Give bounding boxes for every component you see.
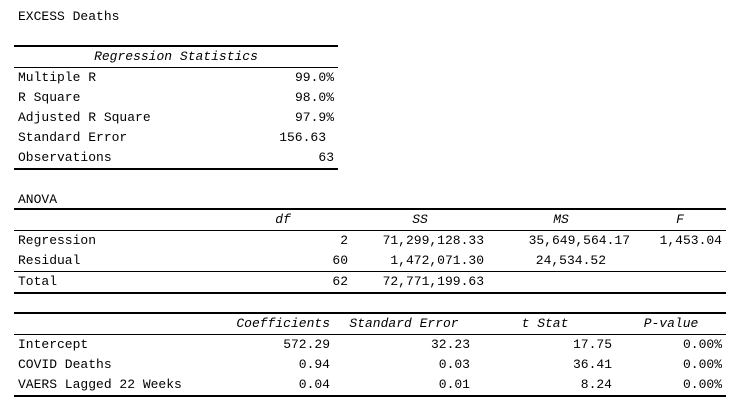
coef-value: 572.29 (283, 337, 330, 352)
anova-table (14, 208, 726, 294)
coef-header-t-stat: t Stat (521, 316, 569, 331)
stat-value: 99.0% (294, 70, 334, 85)
anova-ss: 72,771,199.63 (382, 274, 484, 289)
table-row (14, 68, 338, 89)
coef-se: 32.23 (430, 337, 470, 352)
anova-f (634, 272, 726, 294)
table-row (14, 272, 726, 294)
coef-label: COVID Deaths (18, 357, 112, 372)
stat-value: 156.63 (279, 130, 326, 145)
table-row (14, 355, 726, 375)
stat-value: 63 (318, 150, 334, 165)
anova-f (634, 251, 726, 272)
anova-header-f: F (676, 212, 684, 227)
anova-title: ANOVA (18, 192, 58, 207)
coef-header-standard-error: Standard Error (349, 316, 459, 331)
coef-header-coefficients: Coefficients (236, 316, 330, 331)
anova-header-df: df (275, 212, 291, 227)
coef-label: VAERS Lagged 22 Weeks (18, 377, 182, 392)
table-row (14, 335, 726, 356)
table-row (14, 108, 338, 128)
coef-value: 0.04 (298, 377, 330, 392)
coefficients-table (14, 312, 726, 397)
table-row (14, 128, 338, 148)
anova-label: Regression (18, 233, 97, 248)
coef-t-stat: 8.24 (580, 377, 612, 392)
coef-se: 0.01 (438, 377, 470, 392)
regression-statistics-header-row (14, 46, 338, 68)
regression-statistics-header: Regression Statistics (94, 49, 258, 64)
anova-header-row (14, 209, 726, 231)
coef-header-p-value: P-value (643, 316, 699, 331)
anova-label: Total (18, 274, 58, 289)
stat-label: Standard Error (18, 130, 128, 145)
stat-label: Multiple R (18, 70, 97, 85)
anova-label: Residual (18, 253, 81, 268)
stat-value: 98.0% (294, 90, 334, 105)
anova-header-ms: MS (553, 212, 569, 227)
regression-statistics-table (14, 45, 338, 170)
stat-label: Adjusted R Square (18, 110, 151, 125)
table-row (14, 148, 338, 169)
anova-f: 1,453.04 (659, 233, 722, 248)
stat-value: 97.9% (294, 110, 334, 125)
table-row (14, 231, 726, 252)
coef-p-value: 0.00% (682, 357, 722, 372)
anova-header-ss: SS (412, 212, 428, 227)
coef-t-stat: 17.75 (572, 337, 612, 352)
anova-ms: 24,534.52 (535, 253, 606, 268)
coef-t-stat: 36.41 (572, 357, 612, 372)
page-title: EXCESS Deaths (18, 9, 120, 24)
anova-df: 60 (332, 253, 348, 268)
anova-ms (488, 272, 634, 294)
table-row (14, 88, 338, 108)
coef-value: 0.94 (298, 357, 330, 372)
table-row (14, 251, 726, 272)
anova-ss: 71,299,128.33 (382, 233, 484, 248)
table-row (14, 375, 726, 396)
coef-label: Intercept (18, 337, 89, 352)
anova-df: 62 (332, 274, 348, 289)
coefficients-header-row (14, 313, 726, 335)
anova-ms: 35,649,564.17 (528, 233, 630, 248)
stat-label: Observations (18, 150, 112, 165)
coef-se: 0.03 (438, 357, 470, 372)
anova-df: 2 (340, 233, 348, 248)
anova-ss: 1,472,071.30 (390, 253, 484, 268)
coef-p-value: 0.00% (682, 377, 722, 392)
stat-label: R Square (18, 90, 81, 105)
coef-p-value: 0.00% (682, 337, 722, 352)
